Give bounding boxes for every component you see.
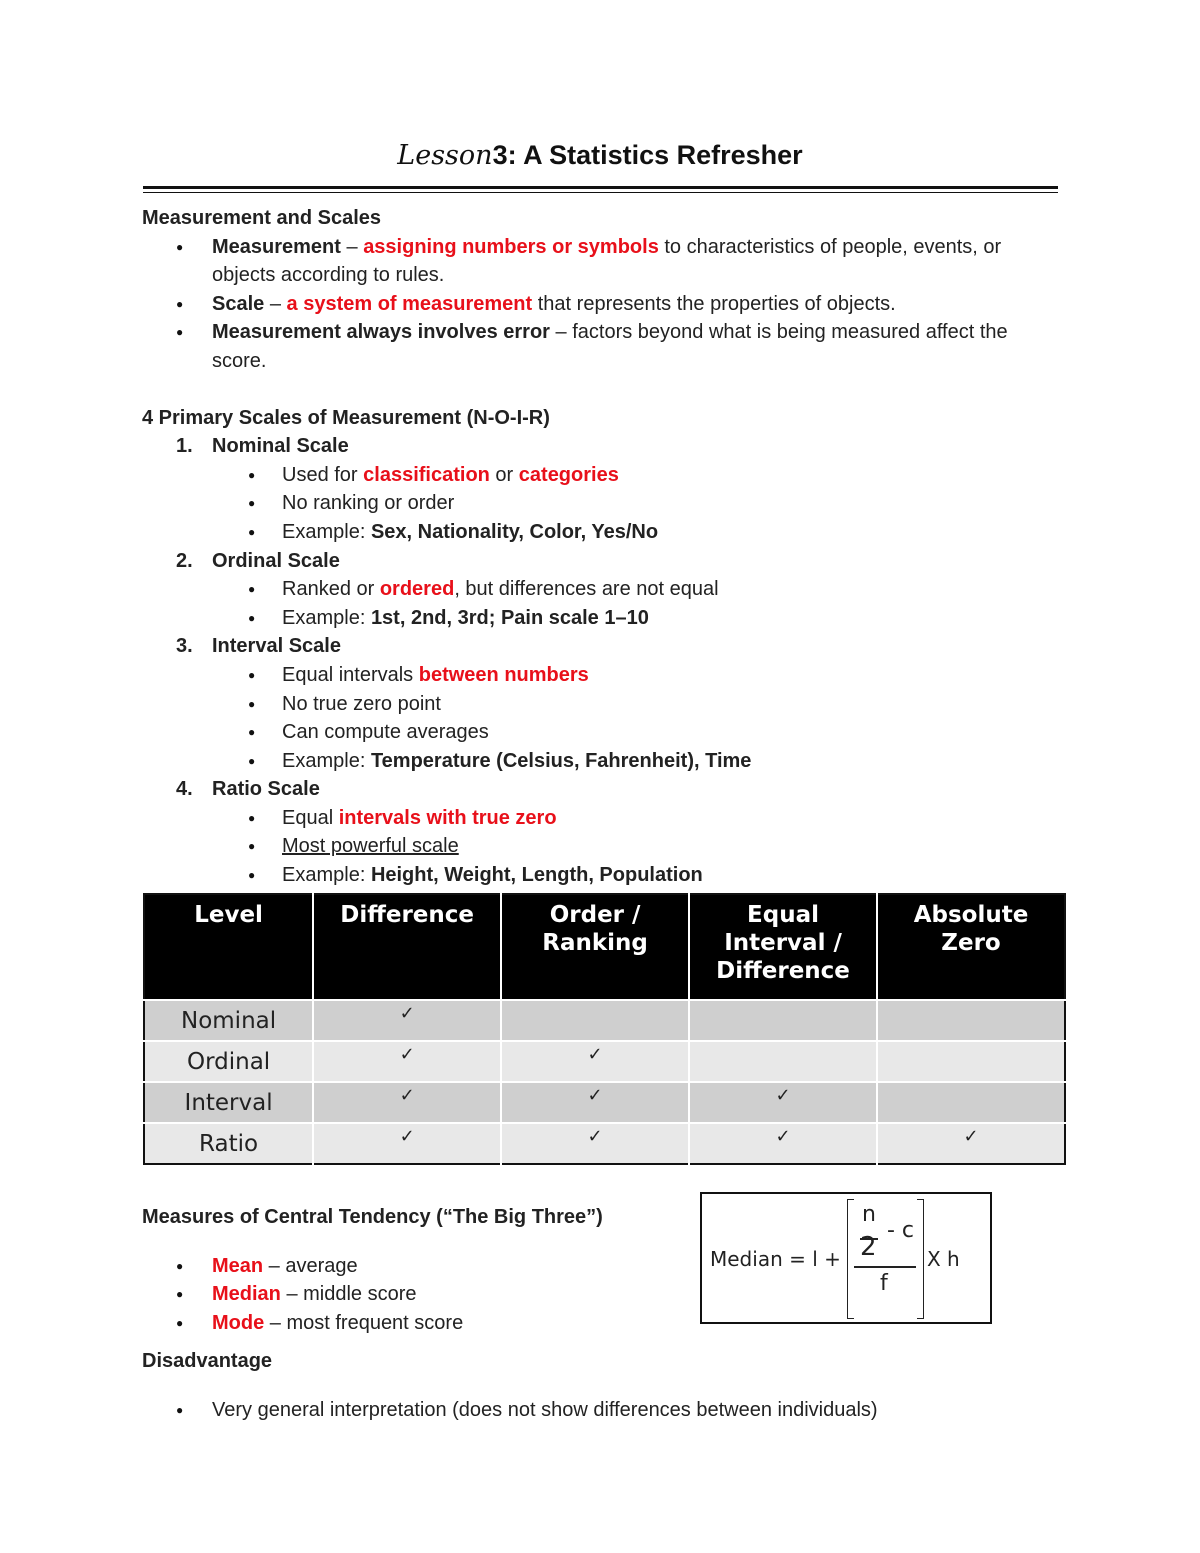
- check-icon: ✓: [501, 1041, 689, 1082]
- list-item: ● Example: Sex, Nationality, Color, Yes/No: [212, 518, 1062, 547]
- disadvantage-section: [142, 1327, 1062, 1424]
- left-bracket: [847, 1199, 854, 1319]
- list-item: ● Equal intervals between numbers: [212, 661, 1062, 690]
- list-item: ● No true zero point: [212, 690, 1062, 719]
- list-item: ● No ranking or order: [212, 489, 1062, 518]
- title-rule-thick: [143, 186, 1058, 189]
- main-content: [142, 204, 1062, 890]
- list-item: ● Mode – most frequent score: [142, 1309, 682, 1338]
- col-header-equal-interval: Equal Interval / Difference: [689, 894, 877, 1000]
- list-item: ● Most powerful scale: [212, 832, 1062, 861]
- right-bracket: [917, 1199, 924, 1319]
- table-row: Ratio ✓ ✓ ✓ ✓: [144, 1123, 1065, 1164]
- title-rest: 3: A Statistics Refresher: [492, 140, 803, 170]
- scales-heading: 4 Primary Scales of Measurement (N-O-I-R): [142, 406, 550, 429]
- list-item: ● Can compute averages: [212, 718, 1062, 747]
- formula-label: Median = l +: [710, 1247, 841, 1271]
- col-header-order: Order / Ranking: [501, 894, 689, 1000]
- check-icon: ✓: [501, 1123, 689, 1164]
- list-item: ● Very general interpretation (does not show differences between individuals): [142, 1396, 1062, 1425]
- check-icon: ✓: [877, 1123, 1065, 1164]
- check-icon: ✓: [501, 1082, 689, 1123]
- col-header-level: Level: [144, 894, 313, 1000]
- list-item: ● Ranked or ordered, but differences are not equal: [212, 575, 1062, 604]
- measurement-list: [142, 233, 1062, 376]
- table-row: Nominal ✓: [144, 1000, 1065, 1041]
- list-item: ● Mean – average: [142, 1252, 682, 1281]
- table-header-row: [144, 894, 1065, 1000]
- check-icon: ✓: [313, 1082, 501, 1123]
- list-item: ● Median – middle score: [142, 1280, 682, 1309]
- list-item: ● Measurement – assigning numbers or symbols to characteristics of people, events, or objects according to rules.: [142, 233, 1062, 290]
- title-script: Lesson: [397, 140, 493, 171]
- central-heading: Measures of Central Tendency (“The Big Three”): [142, 1206, 603, 1228]
- disadvantage-heading: Disadvantage: [142, 1350, 273, 1372]
- check-icon: ✓: [313, 1000, 501, 1041]
- page-title: [0, 140, 1200, 171]
- scale-ordinal: 2. Ordinal Scale ● Ranked or ordered, but differences are not equal ● Example: 1st, 2nd, 3rd; Pain scale 1–10: [142, 547, 1062, 633]
- median-formula-image: Median = l + n 2 - c f X h: [700, 1192, 992, 1324]
- list-item: ● Example: 1st, 2nd, 3rd; Pain scale 1–10: [212, 604, 1062, 633]
- central-tendency-section: [142, 1183, 682, 1337]
- table-row: Interval ✓ ✓ ✓: [144, 1082, 1065, 1123]
- list-item: ● Measurement always involves error – factors beyond what is being measured affect the score.: [142, 318, 1062, 375]
- list-item: ● Example: Temperature (Celsius, Fahrenheit), Time: [212, 747, 1062, 776]
- scale-interval: 3. Interval Scale ● Equal intervals between numbers ● No true zero point ● Can compute averages ● Example: Temperature (Celsius, Fahrenheit), Time: [142, 632, 1062, 775]
- list-item: ● Scale – a system of measurement that represents the properties of objects.: [142, 290, 1062, 319]
- check-icon: ✓: [689, 1123, 877, 1164]
- check-icon: ✓: [313, 1123, 501, 1164]
- check-icon: ✓: [313, 1041, 501, 1082]
- title-rule-thin: [143, 192, 1058, 193]
- list-item: ● Equal intervals with true zero: [212, 804, 1062, 833]
- col-header-absolute-zero: Absolute Zero: [877, 894, 1065, 1000]
- scale-ratio: 4. Ratio Scale ● Equal intervals with true zero ● Most powerful scale ● Example: Height, Weight, Length, Population: [142, 775, 1062, 889]
- fraction-bar: [854, 1266, 916, 1268]
- measurement-heading: Measurement and Scales: [142, 207, 381, 229]
- list-item: ● Example: Height, Weight, Length, Population: [212, 861, 1062, 890]
- col-header-difference: Difference: [313, 894, 501, 1000]
- table-row: Ordinal ✓ ✓: [144, 1041, 1065, 1082]
- scales-list: [142, 432, 1062, 890]
- scale-nominal: 1. Nominal Scale ● Used for classification or categories ● No ranking or order ● Example: Sex, Nationality, Color, Yes/No: [142, 432, 1062, 546]
- scales-comparison-table: [143, 893, 1066, 1165]
- check-icon: ✓: [689, 1082, 877, 1123]
- list-item: ● Used for classification or categories: [212, 461, 1062, 490]
